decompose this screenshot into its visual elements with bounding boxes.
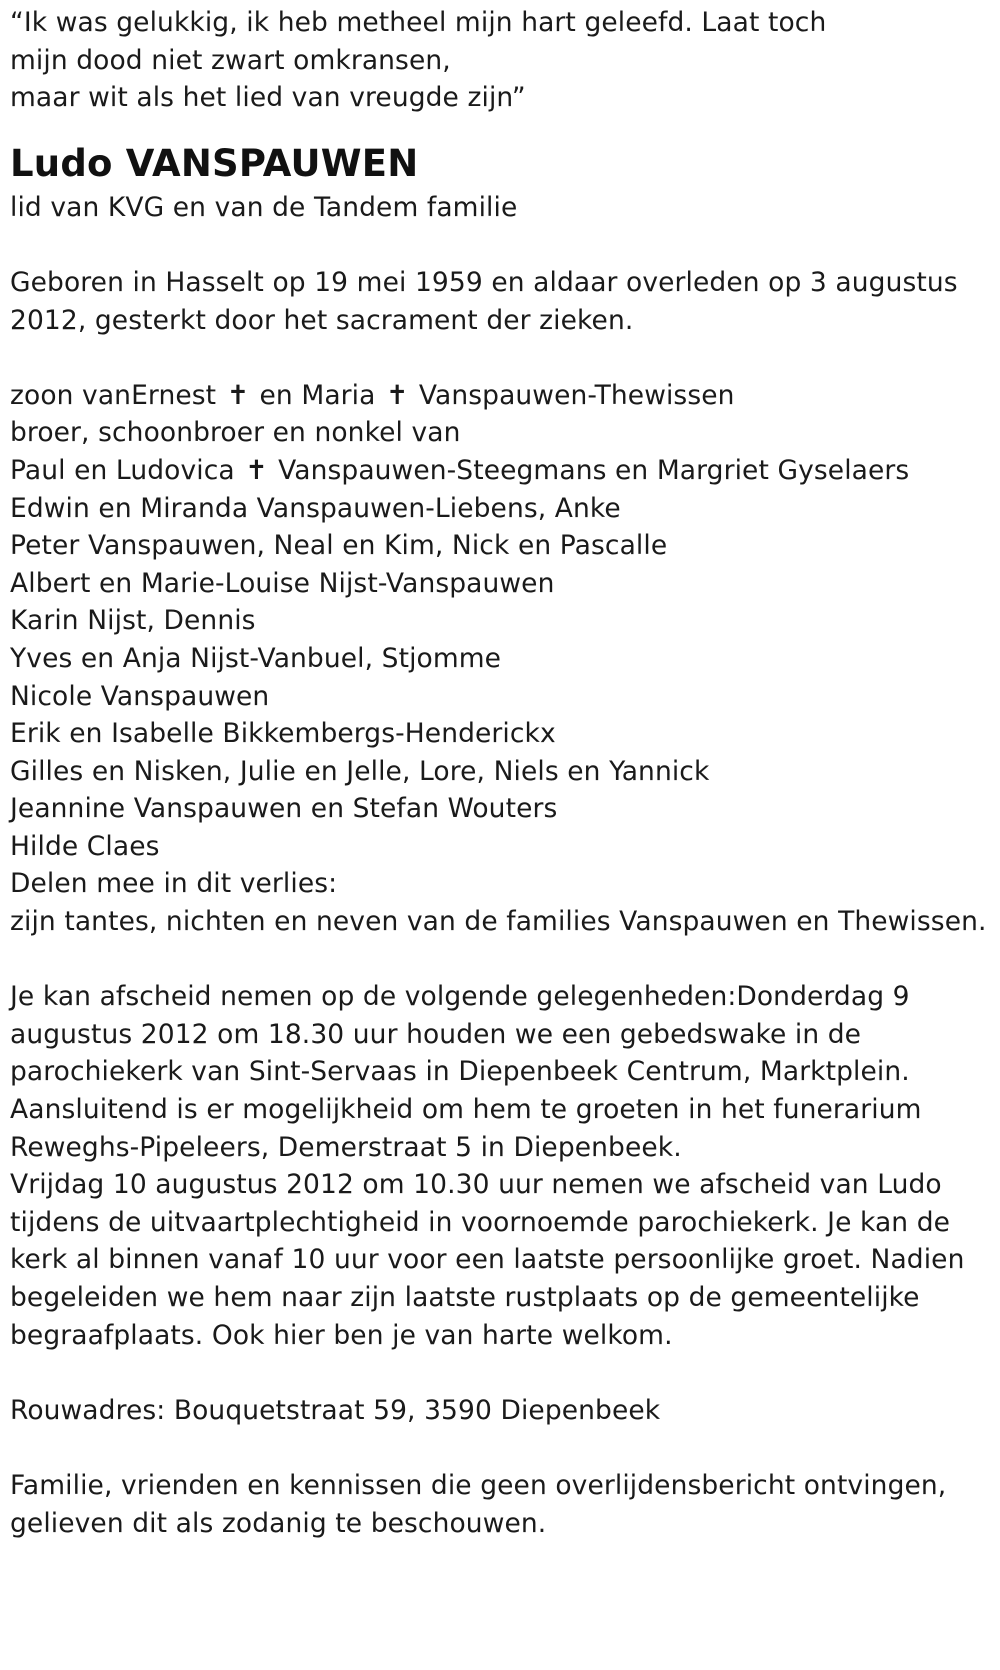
quote-line: maar wit als het lied van vreugde zijn” <box>10 82 526 114</box>
mourning-address: Rouwadres: Bouquetstraat 59, 3590 Diepenbeek <box>10 1394 661 1426</box>
spacer <box>10 226 995 264</box>
family-member-line: zijn tantes, nichten en neven van de families Vanspauwen en Thewissen. <box>10 906 987 938</box>
family-member-line: Delen mee in dit verlies: <box>10 868 338 900</box>
family-member-line: Jeannine Vanspauwen en Stefan Wouters <box>10 793 558 825</box>
spacer <box>10 941 995 979</box>
paul-suffix: Vanspauwen-Steegmans en Margriet Gyselaers <box>278 454 910 486</box>
opening-quote <box>10 4 995 117</box>
paul-prefix: Paul en Ludovica <box>10 454 235 486</box>
ceremony-line: augustus 2012 om 18.30 uur houden we een gebedswake in de <box>10 1018 862 1050</box>
family-list <box>10 377 995 941</box>
cross-icon: ✝ <box>386 379 409 411</box>
family-member-line: Nicole Vanspauwen <box>10 680 270 712</box>
closing-line: gelieven dit als zodanig te beschouwen. <box>10 1507 547 1539</box>
parents-prefix: zoon vanErnest <box>10 379 217 411</box>
family-member-line: Yves en Anja Nijst-Vanbuel, Stjomme <box>10 642 502 674</box>
parents-suffix: Vanspauwen-Thewissen <box>418 379 735 411</box>
spacer <box>10 1354 995 1392</box>
quote-line: mijn dood niet zwart omkransen, <box>10 44 451 76</box>
family-member-line: Albert en Marie-Louise Nijst-Vanspauwen <box>10 567 555 599</box>
cross-icon: ✝ <box>226 379 249 411</box>
family-member-line: Hilde Claes <box>10 830 160 862</box>
birth-death-line: 2012, gesterkt door het sacrament der zieken. <box>10 304 634 336</box>
obituary-document <box>10 4 995 1542</box>
family-member-line: Gilles en Nisken, Julie en Jelle, Lore, Niels en Yannick <box>10 755 710 787</box>
relation-intro: broer, schoonbroer en nonkel van <box>10 417 461 449</box>
ceremony-line: tijdens de uitvaartplechtigheid in voornoemde parochiekerk. Je kan de <box>10 1206 951 1238</box>
deceased-subtitle: lid van KVG en van de Tandem familie <box>10 191 518 223</box>
ceremony-line: begeleiden we hem naar zijn laatste rustplaats op de gemeentelijke <box>10 1282 920 1313</box>
family-member-line: Erik en Isabelle Bikkembergs-Henderickx <box>10 718 556 750</box>
family-member-line: Peter Vanspauwen, Neal en Kim, Nick en Pascalle <box>10 530 668 562</box>
parents-line <box>10 377 995 415</box>
ceremony-line: Vrijdag 10 augustus 2012 om 10.30 uur nemen we afscheid van Ludo <box>10 1169 942 1201</box>
ceremony-line: Reweghs-Pipeleers, Demerstraat 5 in Diepenbeek. <box>10 1131 682 1163</box>
birth-death-line: Geboren in Hasselt op 19 mei 1959 en aldaar overleden op 3 augustus <box>10 266 958 298</box>
ceremony-line: kerk al binnen vanaf 10 uur voor een laatste persoonlijke groet. Nadien <box>10 1244 965 1276</box>
spacer <box>10 339 995 377</box>
deceased-name: Ludo VANSPAUWEN <box>10 141 419 185</box>
quote-line: “Ik was gelukkig, ik heb metheel mijn hart geleefd. Laat toch <box>10 7 827 38</box>
ceremony-line: begraafplaats. Ook hier ben je van harte welkom. <box>10 1319 673 1351</box>
family-member-line: Karin Nijst, Dennis <box>10 605 256 637</box>
family-member-line <box>10 452 995 490</box>
closing-line: Familie, vrienden en kennissen die geen overlijdensbericht ontvingen, <box>10 1469 947 1501</box>
closing-paragraph <box>10 1467 995 1542</box>
ceremony-paragraph <box>10 978 995 1354</box>
parents-mid: en Maria <box>259 379 376 411</box>
ceremony-line: Je kan afscheid nemen op de volgende gelegenheden:Donderdag 9 <box>10 981 910 1013</box>
birth-death-paragraph <box>10 264 995 339</box>
cross-icon: ✝ <box>245 454 268 486</box>
ceremony-line: parochiekerk van Sint-Servaas in Diepenbeek Centrum, Marktplein. <box>10 1056 910 1088</box>
family-member-line: Edwin en Miranda Vanspauwen-Liebens, Anke <box>10 492 621 524</box>
ceremony-line: Aansluitend is er mogelijkheid om hem te groeten in het funerarium <box>10 1094 922 1126</box>
spacer <box>10 1429 995 1467</box>
